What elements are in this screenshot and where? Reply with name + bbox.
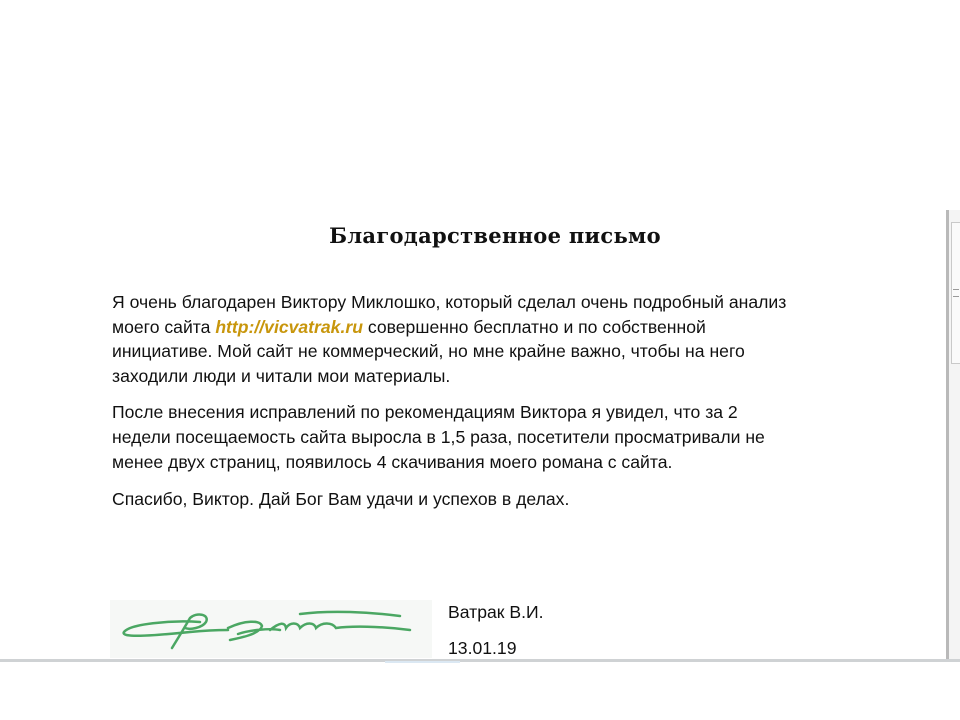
horizontal-scroll-indicator xyxy=(385,661,460,663)
text: моего сайта xyxy=(112,317,216,337)
paragraph-1-line-3: инициативе. Мой сайт не коммерческий, но мне крайне важно, чтобы на него xyxy=(112,341,745,361)
signer-name: Ватрак В.И. xyxy=(448,602,544,622)
letter-date: 13.01.19 xyxy=(448,638,517,658)
paragraph-1-line-1: Я очень благодарен Виктору Миклошко, который сделал очень подробный анализ xyxy=(112,292,787,312)
paragraph-2-line-3: менее двух страниц, появилось 4 скачивания моего романа с сайта. xyxy=(112,452,673,472)
paragraph-2-line-1: После внесения исправлений по рекомендациям Виктора я увидел, что за 2 xyxy=(112,402,738,422)
vertical-scrollbar[interactable] xyxy=(946,210,960,660)
scrollbar-thumb[interactable] xyxy=(951,222,960,364)
signature-image xyxy=(110,600,432,658)
paragraph-3: Спасибо, Виктор. Дай Бог Вам удачи и успехов в делах. xyxy=(112,489,570,509)
horizontal-divider xyxy=(0,659,960,662)
paragraph-1-line-4: заходили люди и читали мои материалы. xyxy=(112,366,451,386)
signature-icon xyxy=(110,600,432,658)
grip-icon xyxy=(953,289,959,297)
paragraph-1-line-2 xyxy=(112,316,706,338)
site-link[interactable]: http://vicvatrak.ru xyxy=(215,317,363,337)
text: совершенно бесплатно и по собственной xyxy=(362,317,706,337)
page-title: Благодарственное письмо xyxy=(329,223,661,248)
paragraph-2-line-2: недели посещаемость сайта выросла в 1,5 раза, посетители просматривали не xyxy=(112,427,765,447)
